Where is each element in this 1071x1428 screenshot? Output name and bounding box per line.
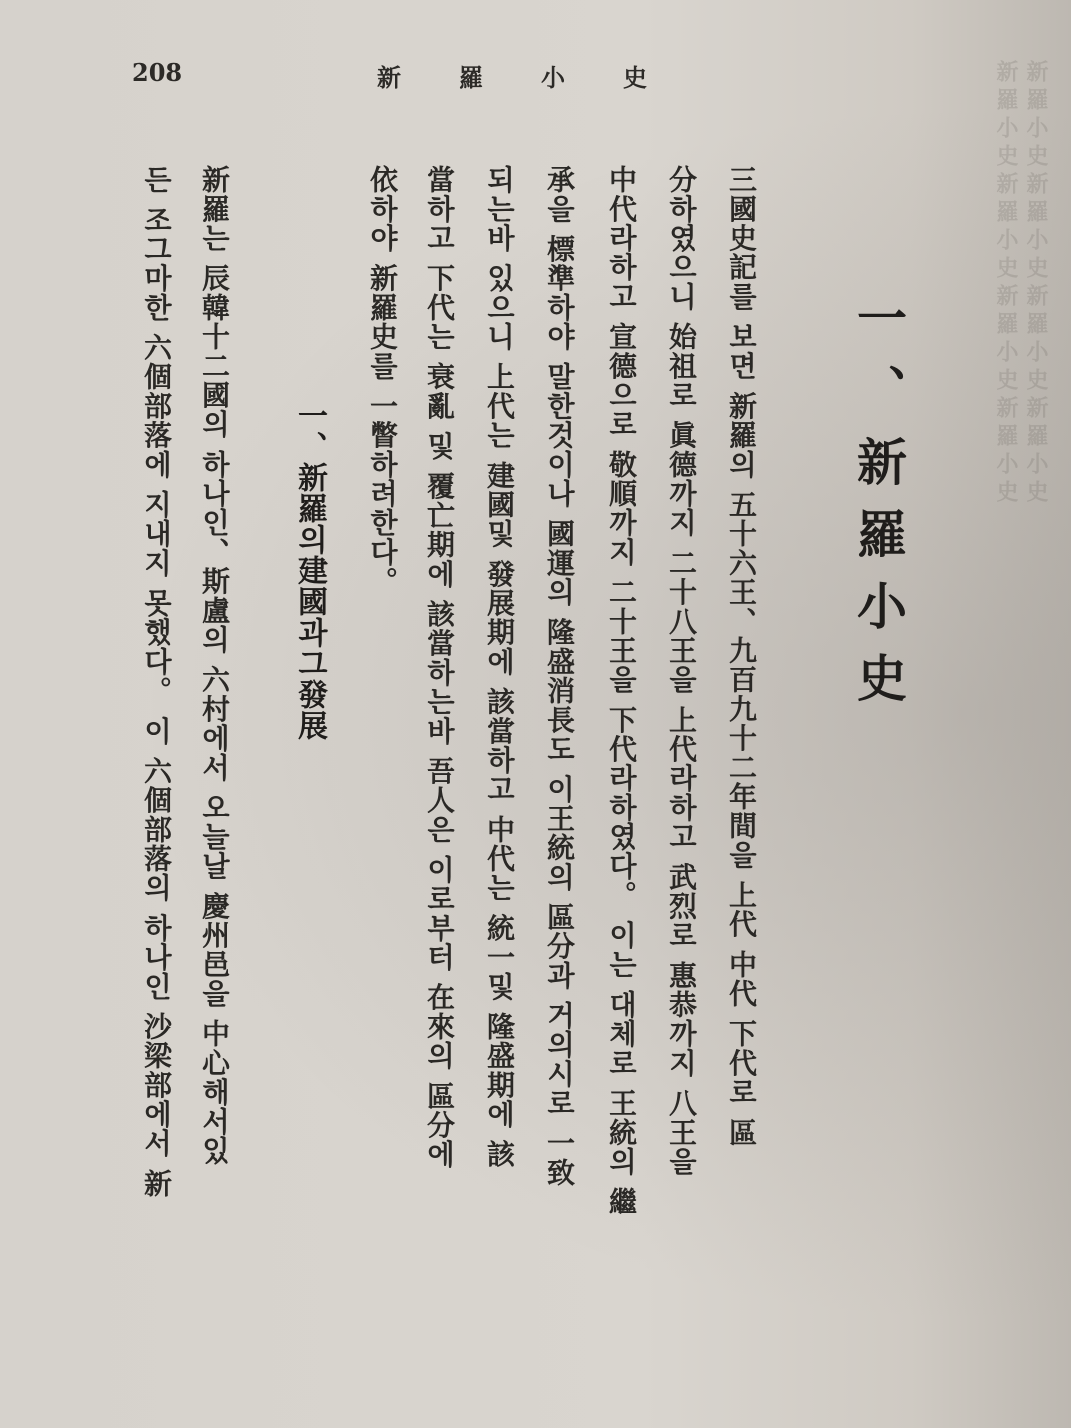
- text-column: 分하였으니 始祖로 眞德까지 二十八王을 上代라하고 武烈로 惠恭까지 八王을: [665, 165, 698, 1177]
- text-column: 三國史記를 보면 新羅의 五十六王、九百九十二年間을 上代 中代 下代로 區: [725, 165, 758, 1147]
- section-title: 一、新羅의建國과그發展: [292, 400, 327, 741]
- bleed-through-text: 新羅小史新羅小史新羅小史新羅小史: [993, 60, 1019, 508]
- running-head: 新羅小史: [377, 63, 705, 92]
- text-column: 當하고 下代는 衰亂 및 覆亡期에 該當하는바 吾人은 이로부터 在來의 區分에: [423, 165, 456, 1169]
- text-column: 中代라하고 宣德으로 敬順까지 二十王을 下代라하였다。 이는 대체로 王統의 繼: [605, 165, 638, 1217]
- text-column: 되는바 있으니 上代는 建國및 發展期에 該當하고 中代는 統一및 隆盛期에 該: [483, 165, 516, 1169]
- page-number: 208: [132, 58, 183, 87]
- text-column: 承을 標準하야 말한것이나 國運의 隆盛消長도 이王統의 區分과 거의시로 一致: [543, 165, 576, 1187]
- text-column: 依하야 新羅史를 一瞥하려한다。: [366, 165, 399, 596]
- bleed-through-text: 新羅小史新羅小史新羅小史新羅小史: [1023, 60, 1049, 508]
- text-column: 든 조그마한 六個部落에 지내지 못했다。 이 六個部落의 하나인 沙梁部에서 新: [140, 165, 173, 1198]
- text-column: 新羅는 辰韓十二國의 하나인、斯盧의 六村에서 오늘날 慶州邑을 中心해서있: [198, 165, 231, 1166]
- chapter-title: 一、新羅小史: [849, 292, 908, 724]
